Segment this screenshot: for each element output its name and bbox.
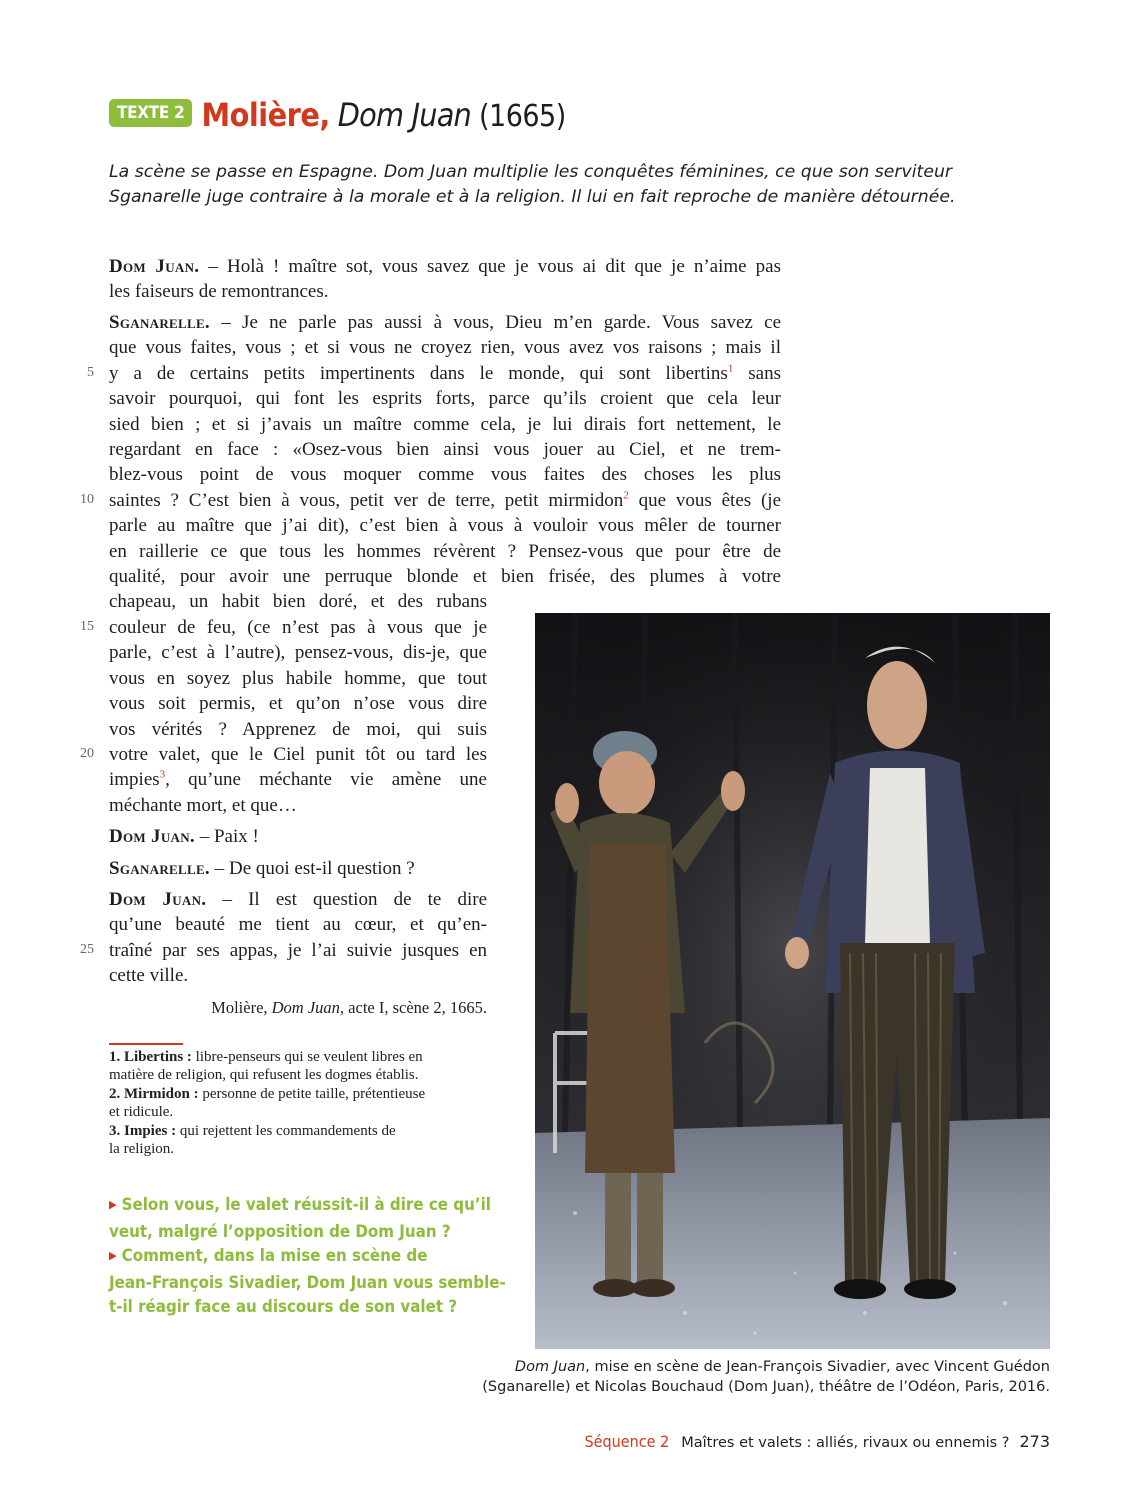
text-line: couleur de feu, (ce n’est pas à vous que je	[109, 616, 487, 638]
line-number: 10	[80, 492, 94, 507]
speaker-sganarelle: Sganarelle.	[109, 312, 210, 333]
questions	[109, 1192, 509, 1318]
text-line: – Je ne parle pas aussi à vous, Dieu m’en garde. Vous savez ce	[209, 312, 781, 333]
text-line: cette ville.	[109, 965, 189, 987]
text-line: parle, c’est à l’autre), pensez-vous, dis-je, que	[109, 642, 487, 664]
text-line: que vous faites, vous ; et si vous ne croyez rien, vous avez vos raisons ; mais il	[109, 337, 781, 359]
sequence-title: Maîtres et valets : alliés, rivaux ou ennemis ?	[681, 1435, 1010, 1451]
footnote-2-cont: et ridicule.	[109, 1104, 174, 1121]
text-line: vous en soyez plus habile homme, que tout	[109, 667, 487, 689]
intro-line: Sganarelle juge contraire à la morale et à la religion. Il lui en fait reproche de manière détournée.	[109, 187, 956, 207]
caption-line: Dom Juan, mise en scène de Jean-François Sivadier, avec Vincent Guédon	[514, 1359, 1050, 1375]
footnote-3: 3. Impies : qui rejettent les commandements de	[109, 1122, 396, 1139]
work-year: (1665)	[479, 99, 566, 134]
line-number: 15	[80, 619, 94, 634]
page-footer	[584, 1432, 1050, 1451]
author-name: Molière,	[201, 96, 330, 134]
text-line: parle au maître que j’ai dit), c’est bien à vous à vouloir vous mêler de tourner	[109, 515, 781, 537]
speaker-sganarelle: Sganarelle.	[109, 858, 210, 879]
intro-line: La scène se passe en Espagne. Dom Juan multiplie les conquêtes féminines, ce que son serviteur	[109, 162, 953, 182]
text-line: blez-vous point de vous moquer comme vous faites des choses les plus	[109, 464, 781, 486]
text-line: traîné par ses appas, je l’ai suivie jusques en	[109, 939, 487, 961]
text-line: regardant en face : «Osez-vous bien ainsi vous jouer au Ciel, et ne trem-	[109, 439, 781, 461]
line-number: 20	[80, 746, 94, 761]
line-number: 25	[80, 942, 94, 957]
question-2-cont: Jean-François Sivadier, Dom Juan vous semble-	[109, 1272, 506, 1292]
reply-dom-juan-1	[109, 254, 781, 305]
text-line: vos vérités ? Apprenez de moi, qui suis	[109, 718, 487, 740]
text-line: – Paix !	[194, 826, 259, 847]
text-line: impies$^3$, qu’une méchante vie amène une	[109, 768, 487, 791]
question-1-cont: veut, malgré l’opposition de Dom Juan ?	[109, 1221, 451, 1241]
text-line: méchante mort, et que…	[109, 794, 297, 816]
text-line: chapeau, un habit bien doré, et des rubans	[109, 591, 487, 613]
text-line: saintes ? C’est bien à vous, petit ver de terre, petit mirmidon$^2$ que vous êtes (je	[109, 489, 782, 511]
text-line: – De quoi est-il question ?	[209, 858, 415, 879]
footnotes	[109, 1048, 489, 1158]
text-line: en raillerie ce que tous les hommes révèrent ? Pensez-vous que pour être de	[109, 540, 781, 562]
text-line: savoir pourquoi, qui font les esprits forts, parce qu’ils croient que cela leur	[109, 388, 781, 410]
source-author: Molière,	[211, 998, 272, 1017]
source-citation	[109, 998, 487, 1018]
text-line: – Holà ! maître sot, vous savez que je vous ai dit que je n’aime pas	[199, 256, 781, 277]
text-line: qualité, pour avoir une perruque blonde et bien frisée, des plumes à votre	[109, 566, 781, 588]
photo-caption	[470, 1357, 1050, 1397]
caption-line: (Sganarelle) et Nicolas Bouchaud (Dom Juan), théâtre de l’Odéon, Paris, 2016.	[482, 1379, 1050, 1395]
note-ref-3: 3	[159, 768, 166, 781]
footnote-divider	[109, 1043, 183, 1045]
question-2-cont: t-il réagir face au discours de son valet ?	[109, 1296, 458, 1316]
speaker-dom-juan: Dom Juan.	[109, 826, 195, 847]
note-ref-2: 2	[623, 489, 629, 502]
text-line: – Il est question de te dire	[206, 889, 487, 910]
text-badge: TEXTE 2	[109, 99, 192, 127]
work-title: Dom Juan	[337, 96, 471, 134]
text-line: qu’une beauté me tient au cœur, et qu’en-	[109, 914, 487, 936]
text-line: votre valet, que le Ciel punit tôt ou tard les	[109, 743, 487, 765]
footnote-2: 2. Mirmidon : personne de petite taille, prétentieuse	[109, 1085, 426, 1102]
bullet-triangle-icon: ▶	[109, 1249, 117, 1262]
footnote-1-cont: matière de religion, qui refusent les dogmes établis.	[109, 1067, 419, 1084]
text-line: les faiseurs de remontrances.	[109, 281, 329, 303]
sequence-label: Séquence 2	[584, 1432, 670, 1451]
page-number: 273	[1019, 1432, 1050, 1451]
line-number: 5	[87, 365, 94, 380]
bullet-triangle-icon: ▶	[109, 1198, 117, 1211]
intro-paragraph	[109, 160, 969, 210]
question-2: ▶ Comment, dans la mise en scène de	[109, 1245, 428, 1265]
reply-sganarelle-2	[109, 856, 487, 881]
text-line: y a de certains petits impertinents dans le monde, qui sont libertins$^1$ sans	[109, 362, 781, 384]
text-line: sied bien ; et si j’avais un maître comme cela, je lui dirais fort nettement, le	[109, 413, 781, 435]
question-1: ▶ Selon vous, le valet réussit-il à dire ce qu’il	[109, 1194, 491, 1214]
text-header	[109, 96, 566, 140]
text-line: vous soit permis, et qu’on n’ose vous dire	[109, 693, 487, 715]
footnote-1: 1. Libertins : libre-penseurs qui se veulent libres en	[109, 1049, 423, 1065]
source-details: , acte I, scène 2, 1665.	[339, 998, 487, 1017]
note-ref-1: 1	[727, 362, 734, 375]
reply-dom-juan-3	[109, 887, 487, 989]
reply-dom-juan-2	[109, 824, 487, 849]
stage-photo	[535, 613, 1050, 1349]
speaker-dom-juan: Dom Juan.	[109, 889, 207, 910]
speaker-dom-juan: Dom Juan.	[109, 256, 200, 277]
footnote-3-cont: la religion.	[109, 1141, 174, 1158]
source-work: Dom Juan	[271, 998, 340, 1017]
